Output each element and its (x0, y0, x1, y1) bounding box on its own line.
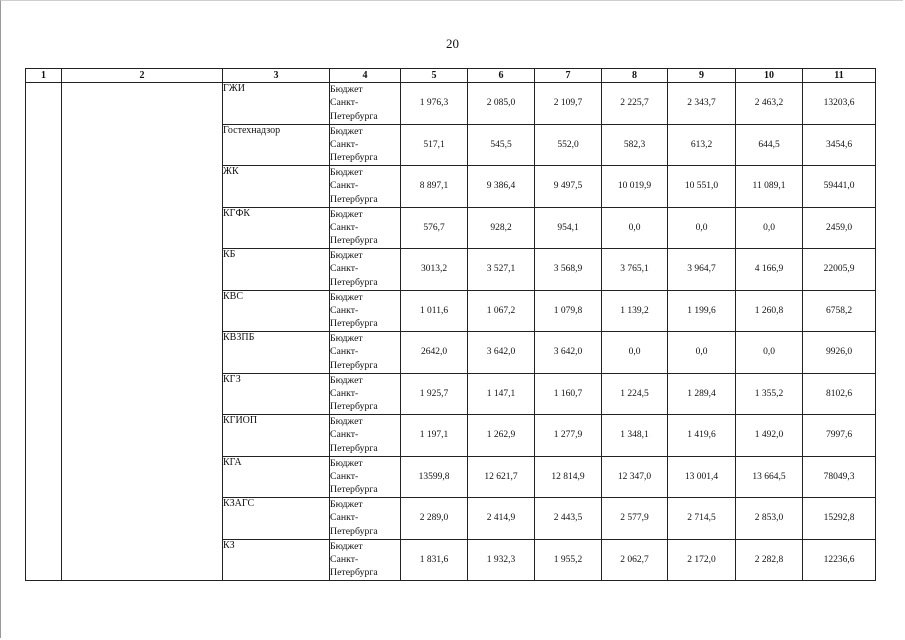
funding-source-line: Петербурга (330, 193, 378, 205)
value-cell: 0,0 (668, 207, 736, 249)
value-cell: 1 289,4 (668, 373, 736, 415)
value-cell: 2 172,0 (668, 539, 736, 581)
total-value-cell: 9926,0 (803, 332, 876, 374)
funding-source-line: Санкт- (330, 429, 359, 441)
funding-source-line: Петербурга (330, 567, 378, 579)
funding-source-line: Санкт- (330, 470, 359, 482)
value-cell: 3 765,1 (602, 249, 668, 291)
funding-source-line: Бюджет (330, 84, 363, 95)
funding-source-line: Санкт- (330, 180, 359, 192)
funding-source-line: Бюджет (330, 374, 363, 386)
value-cell: 613,2 (668, 124, 736, 166)
funding-source-line: Санкт- (330, 553, 359, 565)
value-cell: 12 621,7 (468, 456, 535, 498)
value-cell: 928,2 (468, 207, 535, 249)
value-cell: 10 019,9 (602, 166, 668, 208)
total-value-cell: 22005,9 (803, 249, 876, 291)
value-cell: 2 225,7 (602, 83, 668, 125)
value-cell: 3 964,7 (668, 249, 736, 291)
value-cell: 1 139,2 (602, 290, 668, 332)
value-cell: 3 568,9 (535, 249, 602, 291)
organization-cell: КЗАГС (223, 498, 330, 540)
value-cell: 2 714,5 (668, 498, 736, 540)
total-value-cell: 7997,6 (803, 415, 876, 457)
funding-source-line: Бюджет (330, 457, 363, 469)
value-cell: 1 260,8 (736, 290, 803, 332)
funding-source-line: Бюджет (330, 250, 363, 261)
total-value-cell: 78049,3 (803, 456, 876, 498)
value-cell: 0,0 (668, 332, 736, 374)
value-cell: 2 853,0 (736, 498, 803, 540)
column-number-header: 3 (223, 69, 330, 83)
value-cell: 9 497,5 (535, 166, 602, 208)
funding-source-line: Петербурга (330, 401, 378, 413)
column-number-header: 6 (468, 69, 535, 83)
value-cell: 1 079,8 (535, 290, 602, 332)
value-cell: 0,0 (736, 207, 803, 249)
value-cell: 3 642,0 (468, 332, 535, 374)
value-cell: 1 419,6 (668, 415, 736, 457)
value-cell: 1 831,6 (401, 539, 468, 581)
value-cell: 1 492,0 (736, 415, 803, 457)
value-cell: 576,7 (401, 207, 468, 249)
funding-source-line: Петербурга (330, 484, 378, 496)
value-cell: 3 527,1 (468, 249, 535, 291)
funding-source-cell (330, 498, 401, 540)
value-cell: 582,3 (602, 124, 668, 166)
total-value-cell: 8102,6 (803, 373, 876, 415)
value-cell: 1 925,7 (401, 373, 468, 415)
page-number: 20 (446, 36, 459, 51)
funding-source-line: Санкт- (330, 387, 359, 399)
value-cell: 8 897,1 (401, 166, 468, 208)
header-row (26, 69, 876, 83)
funding-source-cell (330, 332, 401, 374)
funding-source-line: Петербурга (330, 525, 378, 537)
value-cell: 1 067,2 (468, 290, 535, 332)
funding-source-line: Бюджет (330, 416, 363, 427)
total-value-cell: 12236,6 (803, 539, 876, 581)
organization-cell: Гостехнадзор (223, 124, 330, 166)
funding-source-line: Бюджет (330, 333, 363, 344)
value-cell: 1 955,2 (535, 539, 602, 581)
total-value-cell: 59441,0 (803, 166, 876, 208)
organization-cell: КГФК (223, 207, 330, 249)
funding-source-line: Петербурга (330, 152, 378, 164)
funding-source-cell (330, 166, 401, 208)
column-number-header: 9 (668, 69, 736, 83)
value-cell: 2 414,9 (468, 498, 535, 540)
value-cell: 2 085,0 (468, 83, 535, 125)
funding-source-line: Санкт- (330, 304, 359, 316)
table-header (26, 69, 876, 83)
total-value-cell: 2459,0 (803, 207, 876, 249)
funding-source-line: Петербурга (330, 359, 378, 371)
value-cell: 2 109,7 (535, 83, 602, 125)
funding-source-line: Петербурга (330, 110, 378, 122)
funding-source-cell (330, 290, 401, 332)
funding-source-line: Петербурга (330, 276, 378, 288)
funding-source-line: Петербурга (330, 442, 378, 454)
value-cell: 2 062,7 (602, 539, 668, 581)
value-cell: 12 347,0 (602, 456, 668, 498)
value-cell: 0,0 (602, 207, 668, 249)
value-cell: 2 443,5 (535, 498, 602, 540)
funding-source-cell (330, 539, 401, 581)
funding-source-line: Санкт- (330, 512, 359, 524)
column-2-merged-cell (62, 83, 223, 581)
column-number-header: 2 (62, 69, 223, 83)
value-cell: 10 551,0 (668, 166, 736, 208)
value-cell: 1 224,5 (602, 373, 668, 415)
funding-source-cell (330, 124, 401, 166)
funding-source-line: Бюджет (330, 291, 363, 303)
table-row (26, 83, 876, 125)
value-cell: 644,5 (736, 124, 803, 166)
funding-source-line: Петербурга (330, 318, 378, 330)
value-cell: 1 160,7 (535, 373, 602, 415)
total-value-cell: 13203,6 (803, 83, 876, 125)
funding-source-line: Санкт- (330, 263, 359, 275)
funding-source-line: Санкт- (330, 346, 359, 358)
organization-cell: КВС (223, 290, 330, 332)
funding-source-line: Петербурга (330, 235, 378, 247)
column-number-header: 8 (602, 69, 668, 83)
value-cell: 552,0 (535, 124, 602, 166)
organization-cell: ГЖИ (223, 83, 330, 125)
value-cell: 517,1 (401, 124, 468, 166)
value-cell: 13 001,4 (668, 456, 736, 498)
value-cell: 1 355,2 (736, 373, 803, 415)
funding-source-line: Бюджет (330, 125, 363, 137)
column-1-merged-cell (26, 83, 62, 581)
funding-source-line: Санкт- (330, 138, 359, 150)
value-cell: 2642,0 (401, 332, 468, 374)
total-value-cell: 3454,6 (803, 124, 876, 166)
value-cell: 2 463,2 (736, 83, 803, 125)
funding-source-cell (330, 207, 401, 249)
value-cell: 3 642,0 (535, 332, 602, 374)
value-cell: 2 289,0 (401, 498, 468, 540)
value-cell: 12 814,9 (535, 456, 602, 498)
column-number-header: 4 (330, 69, 401, 83)
funding-source-cell (330, 415, 401, 457)
value-cell: 1 262,9 (468, 415, 535, 457)
value-cell: 13599,8 (401, 456, 468, 498)
funding-source-cell (330, 373, 401, 415)
table-body (26, 83, 876, 581)
budget-table (25, 68, 876, 581)
value-cell: 1 199,6 (668, 290, 736, 332)
total-value-cell: 15292,8 (803, 498, 876, 540)
column-number-header: 1 (26, 69, 62, 83)
funding-source-cell (330, 456, 401, 498)
funding-source-line: Бюджет (330, 208, 363, 220)
value-cell: 3013,2 (401, 249, 468, 291)
organization-cell: ЖК (223, 166, 330, 208)
organization-cell: КЗ (223, 539, 330, 581)
value-cell: 1 147,1 (468, 373, 535, 415)
funding-source-line: Бюджет (330, 540, 363, 552)
column-number-header: 11 (803, 69, 876, 83)
funding-source-cell (330, 83, 401, 125)
organization-cell: КБ (223, 249, 330, 291)
value-cell: 2 282,8 (736, 539, 803, 581)
funding-source-line: Санкт- (330, 221, 359, 233)
value-cell: 545,5 (468, 124, 535, 166)
value-cell: 1 197,1 (401, 415, 468, 457)
organization-cell: КГЗ (223, 373, 330, 415)
value-cell: 1 976,3 (401, 83, 468, 125)
organization-cell: КВЗПБ (223, 332, 330, 374)
value-cell: 2 343,7 (668, 83, 736, 125)
value-cell: 0,0 (602, 332, 668, 374)
column-number-header: 10 (736, 69, 803, 83)
funding-source-cell (330, 249, 401, 291)
funding-source-line: Бюджет (330, 499, 363, 510)
column-number-header: 7 (535, 69, 602, 83)
funding-source-line: Санкт- (330, 97, 359, 109)
organization-cell: КГА (223, 456, 330, 498)
value-cell: 0,0 (736, 332, 803, 374)
value-cell: 1 011,6 (401, 290, 468, 332)
value-cell: 9 386,4 (468, 166, 535, 208)
total-value-cell: 6758,2 (803, 290, 876, 332)
value-cell: 1 348,1 (602, 415, 668, 457)
organization-cell: КГИОП (223, 415, 330, 457)
value-cell: 4 166,9 (736, 249, 803, 291)
column-number-header: 5 (401, 69, 468, 83)
value-cell: 2 577,9 (602, 498, 668, 540)
value-cell: 13 664,5 (736, 456, 803, 498)
value-cell: 1 277,9 (535, 415, 602, 457)
value-cell: 954,1 (535, 207, 602, 249)
value-cell: 1 932,3 (468, 539, 535, 581)
funding-source-line: Бюджет (330, 167, 363, 178)
value-cell: 11 089,1 (736, 166, 803, 208)
